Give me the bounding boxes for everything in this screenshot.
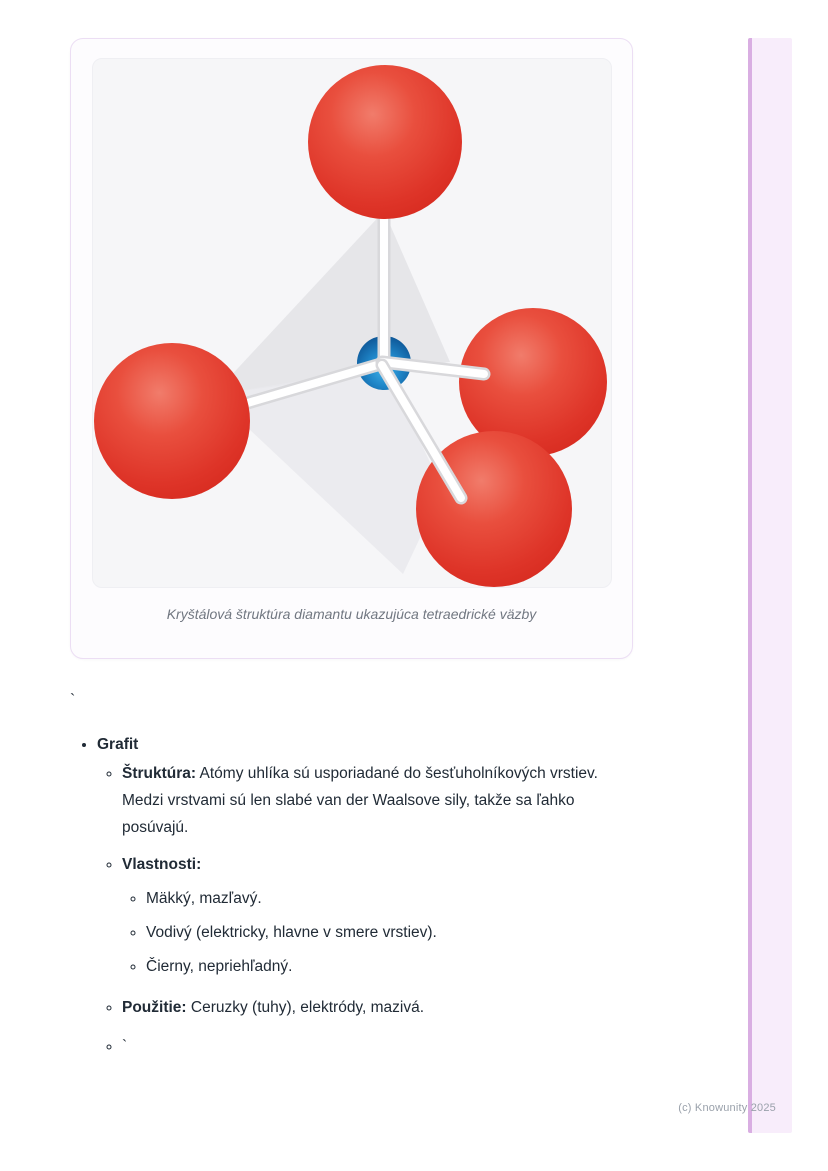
usage-text: Ceruzky (tuhy), elektródy, mazivá. — [190, 999, 425, 1016]
scrollbar-track[interactable] — [748, 38, 792, 1133]
list-item-property-conductive — [146, 919, 622, 946]
outline-level-3 — [122, 885, 622, 980]
property-conductive-text: Vodivý (elektricky, hlavne v smere vrstiev). — [146, 924, 437, 941]
grafit-title: Grafit — [97, 736, 139, 753]
list-item-property-soft — [146, 885, 622, 912]
graphite-outline — [70, 731, 622, 1060]
diamond-structure-image — [93, 59, 611, 587]
structure-label: Štruktúra: — [122, 765, 197, 782]
structure-text: Atómy uhlíka sú usporiadané do šesťuholníkových vrstiev. Medzi vrstvami sú len slabé van der Waalsove sily, takže sa ľahko posúvajú. — [122, 765, 598, 836]
list-item-properties — [122, 851, 622, 980]
properties-label: Vlastnosti: — [122, 856, 202, 873]
figure-image-panel — [92, 58, 612, 588]
outline-level-2 — [97, 760, 622, 1060]
stray-backtick: ` — [70, 692, 76, 709]
figure-card — [70, 38, 633, 659]
property-black-text: Čierny, nepriehľadný. — [146, 958, 293, 975]
outline-level-1 — [70, 731, 622, 1060]
list-item-structure — [122, 760, 622, 841]
trailing-backtick: ` — [122, 1038, 128, 1055]
list-item-backtick — [122, 1033, 622, 1060]
usage-label: Použitie: — [122, 999, 187, 1016]
carbon-atom-top — [308, 65, 462, 219]
list-item-usage — [122, 994, 622, 1021]
carbon-atom-left — [94, 343, 250, 499]
footer-copyright: (c) Knowunity 2025 — [678, 1102, 776, 1114]
list-item-grafit — [97, 731, 622, 1060]
figure-caption: Kryštálová štruktúra diamantu ukazujúca tetraedrické väzby — [166, 606, 537, 622]
property-soft-text: Mäkký, mazľavý. — [146, 890, 262, 907]
list-item-property-black — [146, 953, 622, 980]
